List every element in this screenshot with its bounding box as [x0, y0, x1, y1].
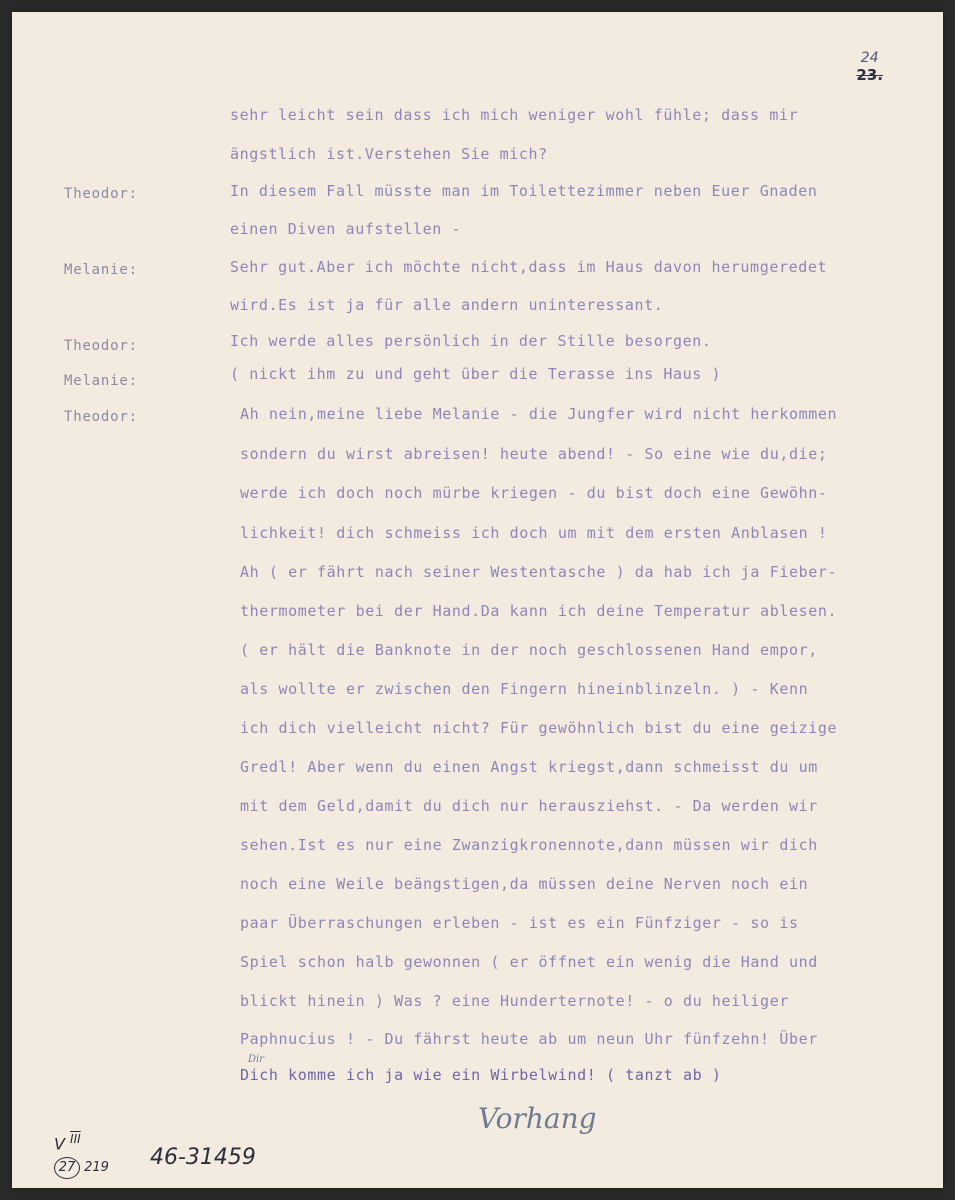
text-line: ängstlich ist.Verstehen Sie mich? [230, 145, 548, 163]
text-line: Spiel schon halb gewonnen ( er öffnet ein wenig die Hand und [240, 953, 818, 971]
text-line: sehen.Ist es nur eine Zwanzigkronennote,dann müssen wir dich [240, 836, 818, 854]
text-line: Ah ( er fährt nach seiner Westentasche ) da hab ich ja Fieber- [240, 563, 838, 581]
text-line: noch eine Weile beängstigen,da müssen deine Nerven noch ein [240, 875, 809, 893]
speaker-label: Theodor: [64, 186, 138, 202]
text-line: Gredl! Aber wenn du einen Angst kriegst,dann schmeisst du um [240, 758, 818, 776]
text-line: paar Überraschungen erleben - ist es ein Fünfziger - so is [240, 914, 799, 932]
text-line: Sehr gut.Aber ich möchte nicht,dass im Haus davon herumgeredet [230, 258, 828, 276]
text-line: lichkeit! dich schmeiss ich doch um mit dem ersten Anblasen ! [240, 524, 828, 542]
interlinear-note: Dir [248, 1054, 264, 1065]
archive-signature: 46-31459 [150, 1145, 256, 1170]
text-line: sehr leicht sein dass ich mich weniger wohl fühle; dass mir [230, 106, 799, 124]
archive-volume-roman: III [70, 1132, 81, 1146]
speaker-label: Theodor: [64, 409, 138, 425]
text-line: Dich komme ich ja wie ein Wirbelwind! ( tanzt ab ) [240, 1066, 722, 1084]
page-number [856, 50, 883, 84]
text-line: In diesem Fall müsste man im Toilettezimmer neben Euer Gnaden [230, 182, 818, 200]
archive-volume-letter: V [54, 1134, 65, 1154]
text-line: Ah nein,meine liebe Melanie - die Jungfer wird nicht herkommen [240, 405, 838, 423]
text-line: werde ich doch noch mürbe kriegen - du bist doch eine Gewöhn- [240, 484, 828, 502]
page-number-typed: 23. [856, 66, 883, 84]
text-line: mit dem Geld,damit du dich nur herausziehst. - Da werden wir [240, 797, 818, 815]
page-number-handwritten: 24 [860, 50, 879, 66]
speaker-label: Melanie: [64, 262, 138, 278]
text-line: ( nickt ihm zu und geht über die Terasse ins Haus ) [230, 365, 722, 383]
text-line: einen Diven aufstellen - [230, 220, 462, 238]
document-page [12, 12, 943, 1188]
archive-circled-number: 27 [54, 1157, 80, 1179]
text-line: blickt hinein ) Was ? eine Hunderternote! - o du heiliger [240, 992, 789, 1010]
text-line: als wollte er zwischen den Fingern hineinblinzeln. ) - Kenn [240, 680, 809, 698]
text-line: sondern du wirst abreisen! heute abend! - So eine wie du,die; [240, 445, 828, 463]
text-line: Paphnucius ! - Du fährst heute ab um neun Uhr fünfzehn! Über [240, 1030, 818, 1048]
text-line: thermometer bei der Hand.Da kann ich deine Temperatur ablesen. [240, 602, 838, 620]
text-line: ich dich vielleicht nicht? Für gewöhnlich bist du eine geizige [240, 719, 838, 737]
text-line: wird.Es ist ja für alle andern uninteressant. [230, 296, 664, 314]
text-line: Ich werde alles persönlich in der Stille besorgen. [230, 332, 712, 350]
speaker-label: Melanie: [64, 373, 138, 389]
archive-volume [54, 1132, 81, 1153]
speaker-label: Theodor: [64, 338, 138, 354]
text-line: ( er hält die Banknote in der noch geschlossenen Hand empor, [240, 641, 818, 659]
closing-note: Vorhang [478, 1102, 597, 1135]
archive-folio-number: 219 [84, 1160, 109, 1175]
archive-folio [54, 1157, 109, 1179]
